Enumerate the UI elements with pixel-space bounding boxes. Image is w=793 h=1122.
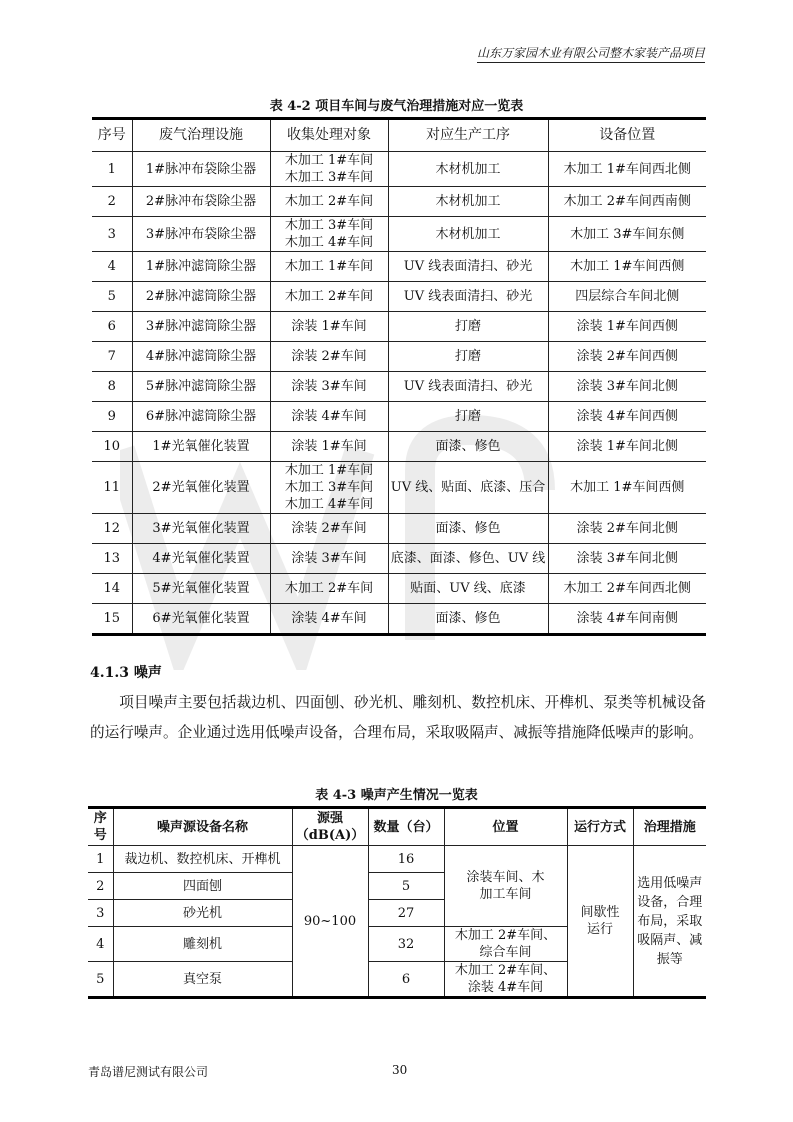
location: 涂装车间、木加工车间 bbox=[444, 846, 567, 927]
quantity: 5 bbox=[368, 873, 444, 900]
location: 涂装 2#车间北侧 bbox=[548, 514, 706, 544]
row-no: 2 bbox=[88, 873, 113, 900]
column-header: 设备位置 bbox=[548, 119, 706, 152]
location: 涂装 3#车间北侧 bbox=[548, 544, 706, 574]
page-number: 30 bbox=[392, 1063, 408, 1077]
source-strength: 90~100 bbox=[292, 846, 368, 998]
quantity: 6 bbox=[368, 962, 444, 998]
noise-source-table bbox=[88, 806, 706, 999]
row-no: 5 bbox=[88, 962, 113, 998]
row-no: 14 bbox=[92, 574, 132, 604]
row-no: 3 bbox=[88, 900, 113, 927]
table-row bbox=[92, 544, 706, 574]
facility: 2#脉冲滤筒除尘器 bbox=[132, 282, 270, 312]
quantity: 27 bbox=[368, 900, 444, 927]
collection-target: 涂装 4#车间 bbox=[270, 604, 388, 635]
facility: 6#脉冲滤筒除尘器 bbox=[132, 402, 270, 432]
column-header: 序号 bbox=[88, 808, 113, 846]
location: 涂装 2#车间西侧 bbox=[548, 342, 706, 372]
collection-target: 木加工 2#车间 bbox=[270, 187, 388, 217]
table-row bbox=[92, 342, 706, 372]
column-header: 噪声源设备名称 bbox=[113, 808, 292, 846]
process: 底漆、面漆、修色、UV 线 bbox=[388, 544, 548, 574]
location: 涂装 1#车间北侧 bbox=[548, 432, 706, 462]
collection-target: 涂装 1#车间 bbox=[270, 312, 388, 342]
row-no: 6 bbox=[92, 312, 132, 342]
operation-mode: 间歇性运行 bbox=[567, 846, 633, 998]
device-name: 雕刻机 bbox=[113, 927, 292, 962]
location: 木加工 2#车间西北侧 bbox=[548, 574, 706, 604]
row-no: 5 bbox=[92, 282, 132, 312]
facility: 4#光氧催化装置 bbox=[132, 544, 270, 574]
collection-target: 木加工 2#车间 bbox=[270, 574, 388, 604]
row-no: 13 bbox=[92, 544, 132, 574]
row-no: 10 bbox=[92, 432, 132, 462]
table-row bbox=[92, 282, 706, 312]
row-no: 7 bbox=[92, 342, 132, 372]
table-row bbox=[92, 312, 706, 342]
location: 木加工 2#车间西南侧 bbox=[548, 187, 706, 217]
collection-target: 木加工 2#车间 bbox=[270, 282, 388, 312]
row-no: 4 bbox=[92, 252, 132, 282]
facility: 1#脉冲滤筒除尘器 bbox=[132, 252, 270, 282]
process: 打磨 bbox=[388, 342, 548, 372]
column-header: 序号 bbox=[92, 119, 132, 152]
table-row bbox=[92, 402, 706, 432]
collection-target: 涂装 3#车间 bbox=[270, 544, 388, 574]
process: 打磨 bbox=[388, 312, 548, 342]
facility: 3#脉冲布袋除尘器 bbox=[132, 217, 270, 252]
row-no: 1 bbox=[88, 846, 113, 873]
facility: 3#脉冲滤筒除尘器 bbox=[132, 312, 270, 342]
location: 木加工 2#车间、综合车间 bbox=[444, 927, 567, 962]
row-no: 15 bbox=[92, 604, 132, 635]
collection-target: 涂装 4#车间 bbox=[270, 402, 388, 432]
column-header: 位置 bbox=[444, 808, 567, 846]
collection-target: 木加工 3#车间 木加工 4#车间 bbox=[270, 217, 388, 252]
collection-target: 涂装 2#车间 bbox=[270, 514, 388, 544]
process: 面漆、修色 bbox=[388, 432, 548, 462]
facility: 5#脉冲滤筒除尘器 bbox=[132, 372, 270, 402]
process: UV 线表面清扫、砂光 bbox=[388, 282, 548, 312]
process: 打磨 bbox=[388, 402, 548, 432]
column-header: 治理措施 bbox=[633, 808, 706, 846]
location: 涂装 3#车间北侧 bbox=[548, 372, 706, 402]
column-header: 源强（dB(A)） bbox=[292, 808, 368, 846]
table-4-3-title: 表 4-3 噪声产生情况一览表 bbox=[315, 788, 478, 803]
device-name: 真空泵 bbox=[113, 962, 292, 998]
table-row bbox=[92, 152, 706, 187]
collection-target: 涂装 3#车间 bbox=[270, 372, 388, 402]
facility: 2#脉冲布袋除尘器 bbox=[132, 187, 270, 217]
row-no: 4 bbox=[88, 927, 113, 962]
process: 木材机加工 bbox=[388, 187, 548, 217]
process: UV 线表面清扫、砂光 bbox=[388, 372, 548, 402]
location: 四层综合车间北侧 bbox=[548, 282, 706, 312]
row-no: 12 bbox=[92, 514, 132, 544]
device-name: 裁边机、数控机床、开榫机 bbox=[113, 846, 292, 873]
process: 面漆、修色 bbox=[388, 514, 548, 544]
footer-company: 青岛谱尼测试有限公司 bbox=[88, 1065, 209, 1079]
table-4-2-title: 表 4-2 项目车间与废气治理措施对应一览表 bbox=[269, 99, 524, 114]
collection-target: 木加工 1#车间 木加工 3#车间 木加工 4#车间 bbox=[270, 462, 388, 514]
table-row bbox=[92, 187, 706, 217]
location: 涂装 4#车间西侧 bbox=[548, 402, 706, 432]
process: UV 线表面清扫、砂光 bbox=[388, 252, 548, 282]
running-header: 山东万家园木业有限公司整木家装产品项目 bbox=[477, 44, 705, 63]
row-no: 3 bbox=[92, 217, 132, 252]
control-measures: 选用低噪声设备，合理布局，采取吸隔声、减振等 bbox=[633, 846, 706, 998]
table-row bbox=[92, 462, 706, 514]
device-name: 四面刨 bbox=[113, 873, 292, 900]
collection-target: 木加工 1#车间 木加工 3#车间 bbox=[270, 152, 388, 187]
facility: 6#光氧催化装置 bbox=[132, 604, 270, 635]
table-row bbox=[88, 846, 706, 873]
facility: 4#脉冲滤筒除尘器 bbox=[132, 342, 270, 372]
location: 木加工 1#车间西侧 bbox=[548, 252, 706, 282]
table-row bbox=[92, 217, 706, 252]
table-row bbox=[92, 372, 706, 402]
row-no: 8 bbox=[92, 372, 132, 402]
location: 木加工 3#车间东侧 bbox=[548, 217, 706, 252]
quantity: 32 bbox=[368, 927, 444, 962]
section-paragraph: 项目噪声主要包括裁边机、四面刨、砂光机、雕刻机、数控机床、开榫机、泵类等机械设备的运行噪声。企业通过选用低噪声设备，合理布局，采取吸隔声、减振等措施降低噪声的影响。 bbox=[90, 694, 706, 741]
facility: 3#光氧催化装置 bbox=[132, 514, 270, 544]
process: 木材机加工 bbox=[388, 217, 548, 252]
device-name: 砂光机 bbox=[113, 900, 292, 927]
exhaust-treatment-table bbox=[92, 117, 706, 636]
quantity: 16 bbox=[368, 846, 444, 873]
column-header: 废气治理设施 bbox=[132, 119, 270, 152]
facility: 1#脉冲布袋除尘器 bbox=[132, 152, 270, 187]
row-no: 1 bbox=[92, 152, 132, 187]
row-no: 9 bbox=[92, 402, 132, 432]
process: UV 线、贴面、底漆、压合 bbox=[388, 462, 548, 514]
location: 涂装 1#车间西侧 bbox=[548, 312, 706, 342]
column-header: 数量（台） bbox=[368, 808, 444, 846]
column-header: 运行方式 bbox=[567, 808, 633, 846]
table-row bbox=[92, 252, 706, 282]
facility: 1#光氧催化装置 bbox=[132, 432, 270, 462]
column-header: 对应生产工序 bbox=[388, 119, 548, 152]
process: 木材机加工 bbox=[388, 152, 548, 187]
collection-target: 涂装 1#车间 bbox=[270, 432, 388, 462]
process: 面漆、修色 bbox=[388, 604, 548, 635]
process: 贴面、UV 线、底漆 bbox=[388, 574, 548, 604]
location: 木加工 1#车间西北侧 bbox=[548, 152, 706, 187]
collection-target: 木加工 1#车间 bbox=[270, 252, 388, 282]
table-row bbox=[92, 432, 706, 462]
location: 涂装 4#车间南侧 bbox=[548, 604, 706, 635]
row-no: 2 bbox=[92, 187, 132, 217]
facility: 5#光氧催化装置 bbox=[132, 574, 270, 604]
table-row bbox=[92, 604, 706, 635]
table-row bbox=[92, 514, 706, 544]
row-no: 11 bbox=[92, 462, 132, 514]
section-heading: 4.1.3 噪声 bbox=[90, 665, 162, 681]
column-header: 收集处理对象 bbox=[270, 119, 388, 152]
location: 木加工 1#车间西侧 bbox=[548, 462, 706, 514]
location: 木加工 2#车间、涂装 4#车间 bbox=[444, 962, 567, 998]
table-row bbox=[92, 574, 706, 604]
facility: 2#光氧催化装置 bbox=[132, 462, 270, 514]
collection-target: 涂装 2#车间 bbox=[270, 342, 388, 372]
